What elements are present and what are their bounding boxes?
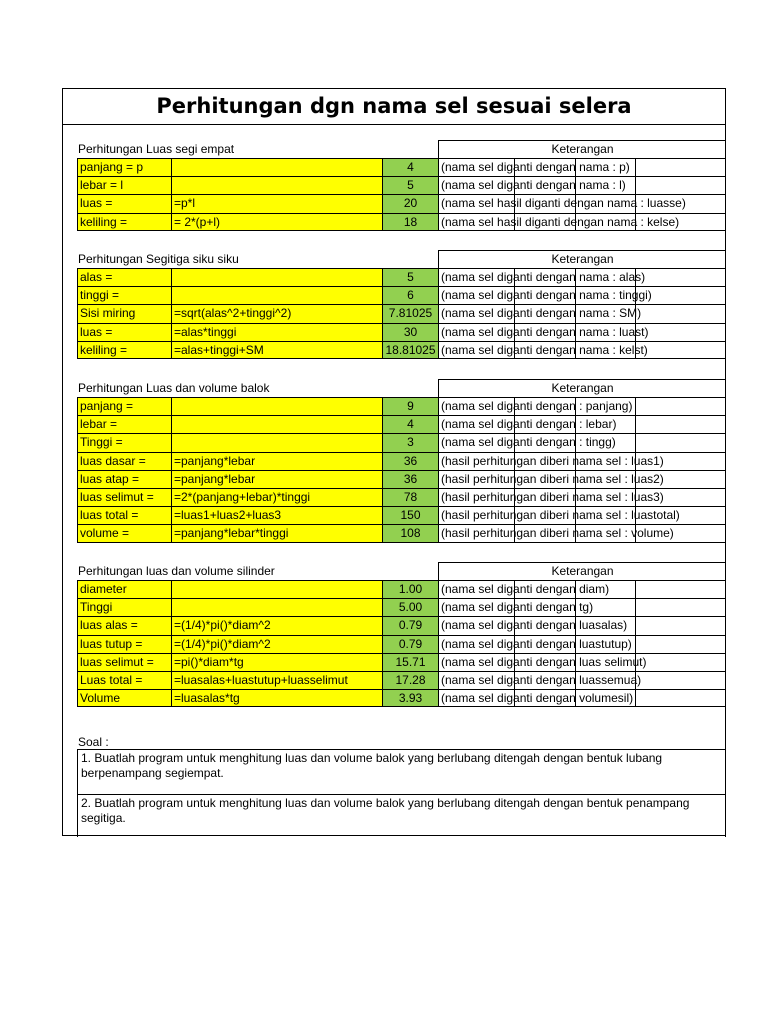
cell-keterangan[interactable] <box>438 653 726 671</box>
cell-label[interactable]: luas selimut = <box>77 653 171 671</box>
table-row <box>77 452 726 470</box>
cell-formula[interactable]: =luas1+luas2+luas3 <box>171 506 382 524</box>
cell-value[interactable]: 6 <box>382 286 438 304</box>
table-row <box>77 488 726 506</box>
table-row <box>77 341 726 359</box>
cell-label[interactable]: diameter <box>77 580 171 598</box>
cell-formula[interactable]: =panjang*lebar*tinggi <box>171 524 382 542</box>
cell-formula[interactable] <box>171 415 382 433</box>
cell-label[interactable]: lebar = l <box>77 176 171 194</box>
cell-label[interactable]: panjang = p <box>77 158 171 176</box>
cell-keterangan[interactable] <box>438 452 726 470</box>
cell-keterangan-text: (hasil perhitungan diberi nama sel : luas2) <box>441 471 664 486</box>
cell-label[interactable]: luas selimut = <box>77 488 171 506</box>
cell-value[interactable]: 36 <box>382 470 438 488</box>
cell-keterangan[interactable] <box>438 488 726 506</box>
table-row <box>77 304 726 322</box>
cell-keterangan[interactable] <box>438 506 726 524</box>
cell-value[interactable]: 4 <box>382 415 438 433</box>
table-row <box>77 653 726 671</box>
cell-label[interactable]: Tinggi = <box>77 433 171 451</box>
cell-value[interactable]: 20 <box>382 194 438 212</box>
cell-formula[interactable]: =alas*tinggi <box>171 323 382 341</box>
cell-keterangan[interactable] <box>438 194 726 212</box>
keterangan-header: Keterangan <box>438 140 726 158</box>
section-title: Perhitungan Luas dan volume balok <box>78 381 270 395</box>
cell-formula[interactable]: =panjang*lebar <box>171 452 382 470</box>
cell-label[interactable]: luas = <box>77 323 171 341</box>
cell-formula[interactable]: = 2*(p+l) <box>171 213 382 231</box>
cell-formula[interactable]: =luasalas*tg <box>171 689 382 707</box>
cell-formula[interactable] <box>171 268 382 286</box>
table-row <box>77 598 726 616</box>
cell-formula[interactable]: =(1/4)*pi()*diam^2 <box>171 616 382 634</box>
cell-keterangan[interactable] <box>438 268 726 286</box>
soal-item-2: 2. Buatlah program untuk menghitung luas dan volume balok yang berlubang ditengah dengan bentuk penampang segitiga. <box>77 794 726 837</box>
table-row <box>77 323 726 341</box>
cell-keterangan-text: (nama sel diganti dengan tg) <box>441 600 594 615</box>
table-row <box>77 580 726 598</box>
cell-keterangan-text: (nama sel diganti dengan diam) <box>441 582 610 596</box>
cell-label[interactable]: keliling = <box>77 213 171 231</box>
cell-value[interactable]: 3 <box>382 433 438 451</box>
section-title: Perhitungan luas dan volume silinder <box>78 564 275 578</box>
cell-label[interactable]: alas = <box>77 268 171 286</box>
soal-label: Soal : <box>78 735 109 749</box>
cell-keterangan-text: (nama sel diganti dengan luassemua) <box>441 673 642 687</box>
cell-label[interactable]: luas alas = <box>77 616 171 634</box>
keterangan-header: Keterangan <box>438 379 726 397</box>
cell-keterangan[interactable] <box>438 304 726 322</box>
cell-value[interactable]: 78 <box>382 488 438 506</box>
cell-label[interactable]: luas atap = <box>77 470 171 488</box>
cell-keterangan[interactable] <box>438 689 726 707</box>
cell-keterangan[interactable] <box>438 470 726 488</box>
cell-formula[interactable] <box>171 176 382 194</box>
cell-value[interactable]: 15.71 <box>382 653 438 671</box>
cell-label[interactable]: luas = <box>77 194 171 212</box>
table-row <box>77 671 726 689</box>
table-row <box>77 635 726 653</box>
cell-keterangan-text: (hasil perhitungan diberi nama sel : volume) <box>441 526 674 541</box>
spreadsheet-sheet <box>62 88 726 836</box>
cell-formula[interactable]: =sqrt(alas^2+tinggi^2) <box>171 304 382 322</box>
cell-label[interactable]: panjang = <box>77 397 171 415</box>
cell-keterangan[interactable] <box>438 598 726 616</box>
cell-keterangan-text: (nama sel diganti dengan nama : kelst) <box>441 342 648 357</box>
cell-keterangan[interactable] <box>438 286 726 304</box>
cell-keterangan[interactable] <box>438 341 726 359</box>
table-row <box>77 158 726 176</box>
grid-line <box>635 416 636 433</box>
cell-keterangan-text: (hasil perhitungan diberi nama sel : luastotal) <box>441 508 680 523</box>
cell-formula[interactable]: =p*l <box>171 194 382 212</box>
cell-keterangan[interactable] <box>438 616 726 634</box>
grid-line <box>635 599 636 616</box>
cell-keterangan-text: (nama sel diganti dengan : lebar) <box>441 417 617 432</box>
cell-label[interactable]: Sisi miring <box>77 304 171 322</box>
cell-label[interactable]: keliling = <box>77 341 171 359</box>
cell-value[interactable]: 9 <box>382 397 438 415</box>
grid-line <box>635 177 636 194</box>
cell-keterangan-text: (nama sel diganti dengan volumesil) <box>441 691 634 706</box>
cell-keterangan[interactable] <box>438 524 726 542</box>
cell-value[interactable]: 3.93 <box>382 689 438 707</box>
cell-value[interactable]: 108 <box>382 524 438 542</box>
cell-label[interactable]: Tinggi <box>77 598 171 616</box>
cell-value[interactable]: 1.00 <box>382 580 438 598</box>
cell-keterangan-text: (hasil perhitungan diberi nama sel : luas1) <box>441 453 664 468</box>
cell-keterangan[interactable] <box>438 176 726 194</box>
keterangan-header: Keterangan <box>438 250 726 268</box>
cell-keterangan[interactable] <box>438 158 726 176</box>
table-row <box>77 415 726 433</box>
table-row <box>77 268 726 286</box>
table-row <box>77 689 726 707</box>
cell-keterangan[interactable] <box>438 415 726 433</box>
cell-keterangan-text: (nama sel diganti dengan nama : l) <box>441 178 626 193</box>
cell-keterangan-text: (nama sel diganti dengan nama : p) <box>441 160 630 174</box>
table-row <box>77 433 726 451</box>
cell-formula[interactable]: =pi()*diam*tg <box>171 653 382 671</box>
cell-keterangan-text: (nama sel hasil diganti dengan nama : kelse) <box>441 214 680 229</box>
table-row <box>77 286 726 304</box>
cell-formula[interactable]: =alas+tinggi+SM <box>171 341 382 359</box>
cell-formula[interactable]: =luasalas+luastutup+luasselimut <box>171 671 382 689</box>
cell-keterangan-text: (nama sel diganti dengan luas selimut) <box>441 654 647 669</box>
cell-value[interactable]: 0.79 <box>382 635 438 653</box>
cell-formula[interactable] <box>171 433 382 451</box>
cell-value[interactable]: 4 <box>382 158 438 176</box>
cell-keterangan-text: (nama sel diganti dengan nama : tinggi) <box>441 288 652 303</box>
cell-label[interactable]: tinggi = <box>77 286 171 304</box>
cell-keterangan[interactable] <box>438 323 726 341</box>
cell-formula[interactable] <box>171 397 382 415</box>
keterangan-header: Keterangan <box>438 562 726 580</box>
grid-line <box>635 617 636 634</box>
table-row <box>77 524 726 542</box>
cell-keterangan-text: (nama sel diganti dengan nama : SM) <box>441 306 642 321</box>
cell-label[interactable]: lebar = <box>77 415 171 433</box>
grid-line <box>635 581 636 598</box>
cell-keterangan[interactable] <box>438 433 726 451</box>
table-row <box>77 470 726 488</box>
cell-keterangan[interactable] <box>438 397 726 415</box>
cell-keterangan-text: (hasil perhitungan diberi nama sel : luas3) <box>441 490 664 504</box>
cell-keterangan[interactable] <box>438 671 726 689</box>
cell-keterangan[interactable] <box>438 635 726 653</box>
cell-formula[interactable] <box>171 580 382 598</box>
cell-label[interactable]: Volume <box>77 689 171 707</box>
grid-line <box>635 434 636 451</box>
table-row <box>77 616 726 634</box>
cell-label[interactable]: luas tutup = <box>77 635 171 653</box>
grid-line <box>635 690 636 706</box>
table-row <box>77 213 726 231</box>
grid-line <box>635 398 636 415</box>
section-title: Perhitungan Segitiga siku siku <box>78 252 239 266</box>
cell-keterangan[interactable] <box>438 580 726 598</box>
cell-value[interactable]: 17.28 <box>382 671 438 689</box>
cell-label[interactable]: volume = <box>77 524 171 542</box>
cell-label[interactable]: Luas total = <box>77 671 171 689</box>
section-title: Perhitungan Luas segi empat <box>78 142 235 156</box>
cell-keterangan-text: (nama sel diganti dengan : panjang) <box>441 399 633 413</box>
cell-value[interactable]: 7.81025 <box>382 304 438 322</box>
cell-label[interactable]: luas total = <box>77 506 171 524</box>
table-row <box>77 506 726 524</box>
table-row <box>77 176 726 194</box>
table-row <box>77 194 726 212</box>
cell-formula[interactable]: =panjang*lebar <box>171 470 382 488</box>
cell-formula[interactable]: =(1/4)*pi()*diam^2 <box>171 635 382 653</box>
cell-keterangan-text: (nama sel diganti dengan : tingg) <box>441 435 616 450</box>
cell-value[interactable]: 5.00 <box>382 598 438 616</box>
cell-formula[interactable] <box>171 286 382 304</box>
cell-label[interactable]: luas dasar = <box>77 452 171 470</box>
cell-value[interactable]: 36 <box>382 452 438 470</box>
cell-keterangan-text: (nama sel diganti dengan nama : alas) <box>441 270 646 284</box>
cell-formula[interactable] <box>171 598 382 616</box>
soal-item-1: 1. Buatlah program untuk menghitung luas dan volume balok yang berlubang ditengah dengan bentuk lubang berpenampang segiempat. <box>77 749 726 794</box>
cell-formula[interactable]: =2*(panjang+lebar)*tinggi <box>171 488 382 506</box>
page-title: Perhitungan dgn nama sel sesuai selera <box>63 89 725 125</box>
cell-value[interactable]: 30 <box>382 323 438 341</box>
cell-keterangan-text: (nama sel diganti dengan luastutup) <box>441 636 632 651</box>
cell-keterangan-text: (nama sel diganti dengan luasalas) <box>441 618 628 633</box>
cell-value[interactable]: 0.79 <box>382 616 438 634</box>
cell-value[interactable]: 5 <box>382 176 438 194</box>
cell-value[interactable]: 18.81025 <box>382 341 438 359</box>
grid-line <box>635 159 636 176</box>
cell-keterangan-text: (nama sel diganti dengan nama : luast) <box>441 324 649 339</box>
cell-value[interactable]: 150 <box>382 506 438 524</box>
cell-formula[interactable] <box>171 158 382 176</box>
grid-line <box>635 636 636 653</box>
cell-keterangan[interactable] <box>438 213 726 231</box>
table-row <box>77 397 726 415</box>
cell-value[interactable]: 18 <box>382 213 438 231</box>
cell-keterangan-text: (nama sel hasil diganti dengan nama : luasse) <box>441 196 686 211</box>
cell-value[interactable]: 5 <box>382 268 438 286</box>
